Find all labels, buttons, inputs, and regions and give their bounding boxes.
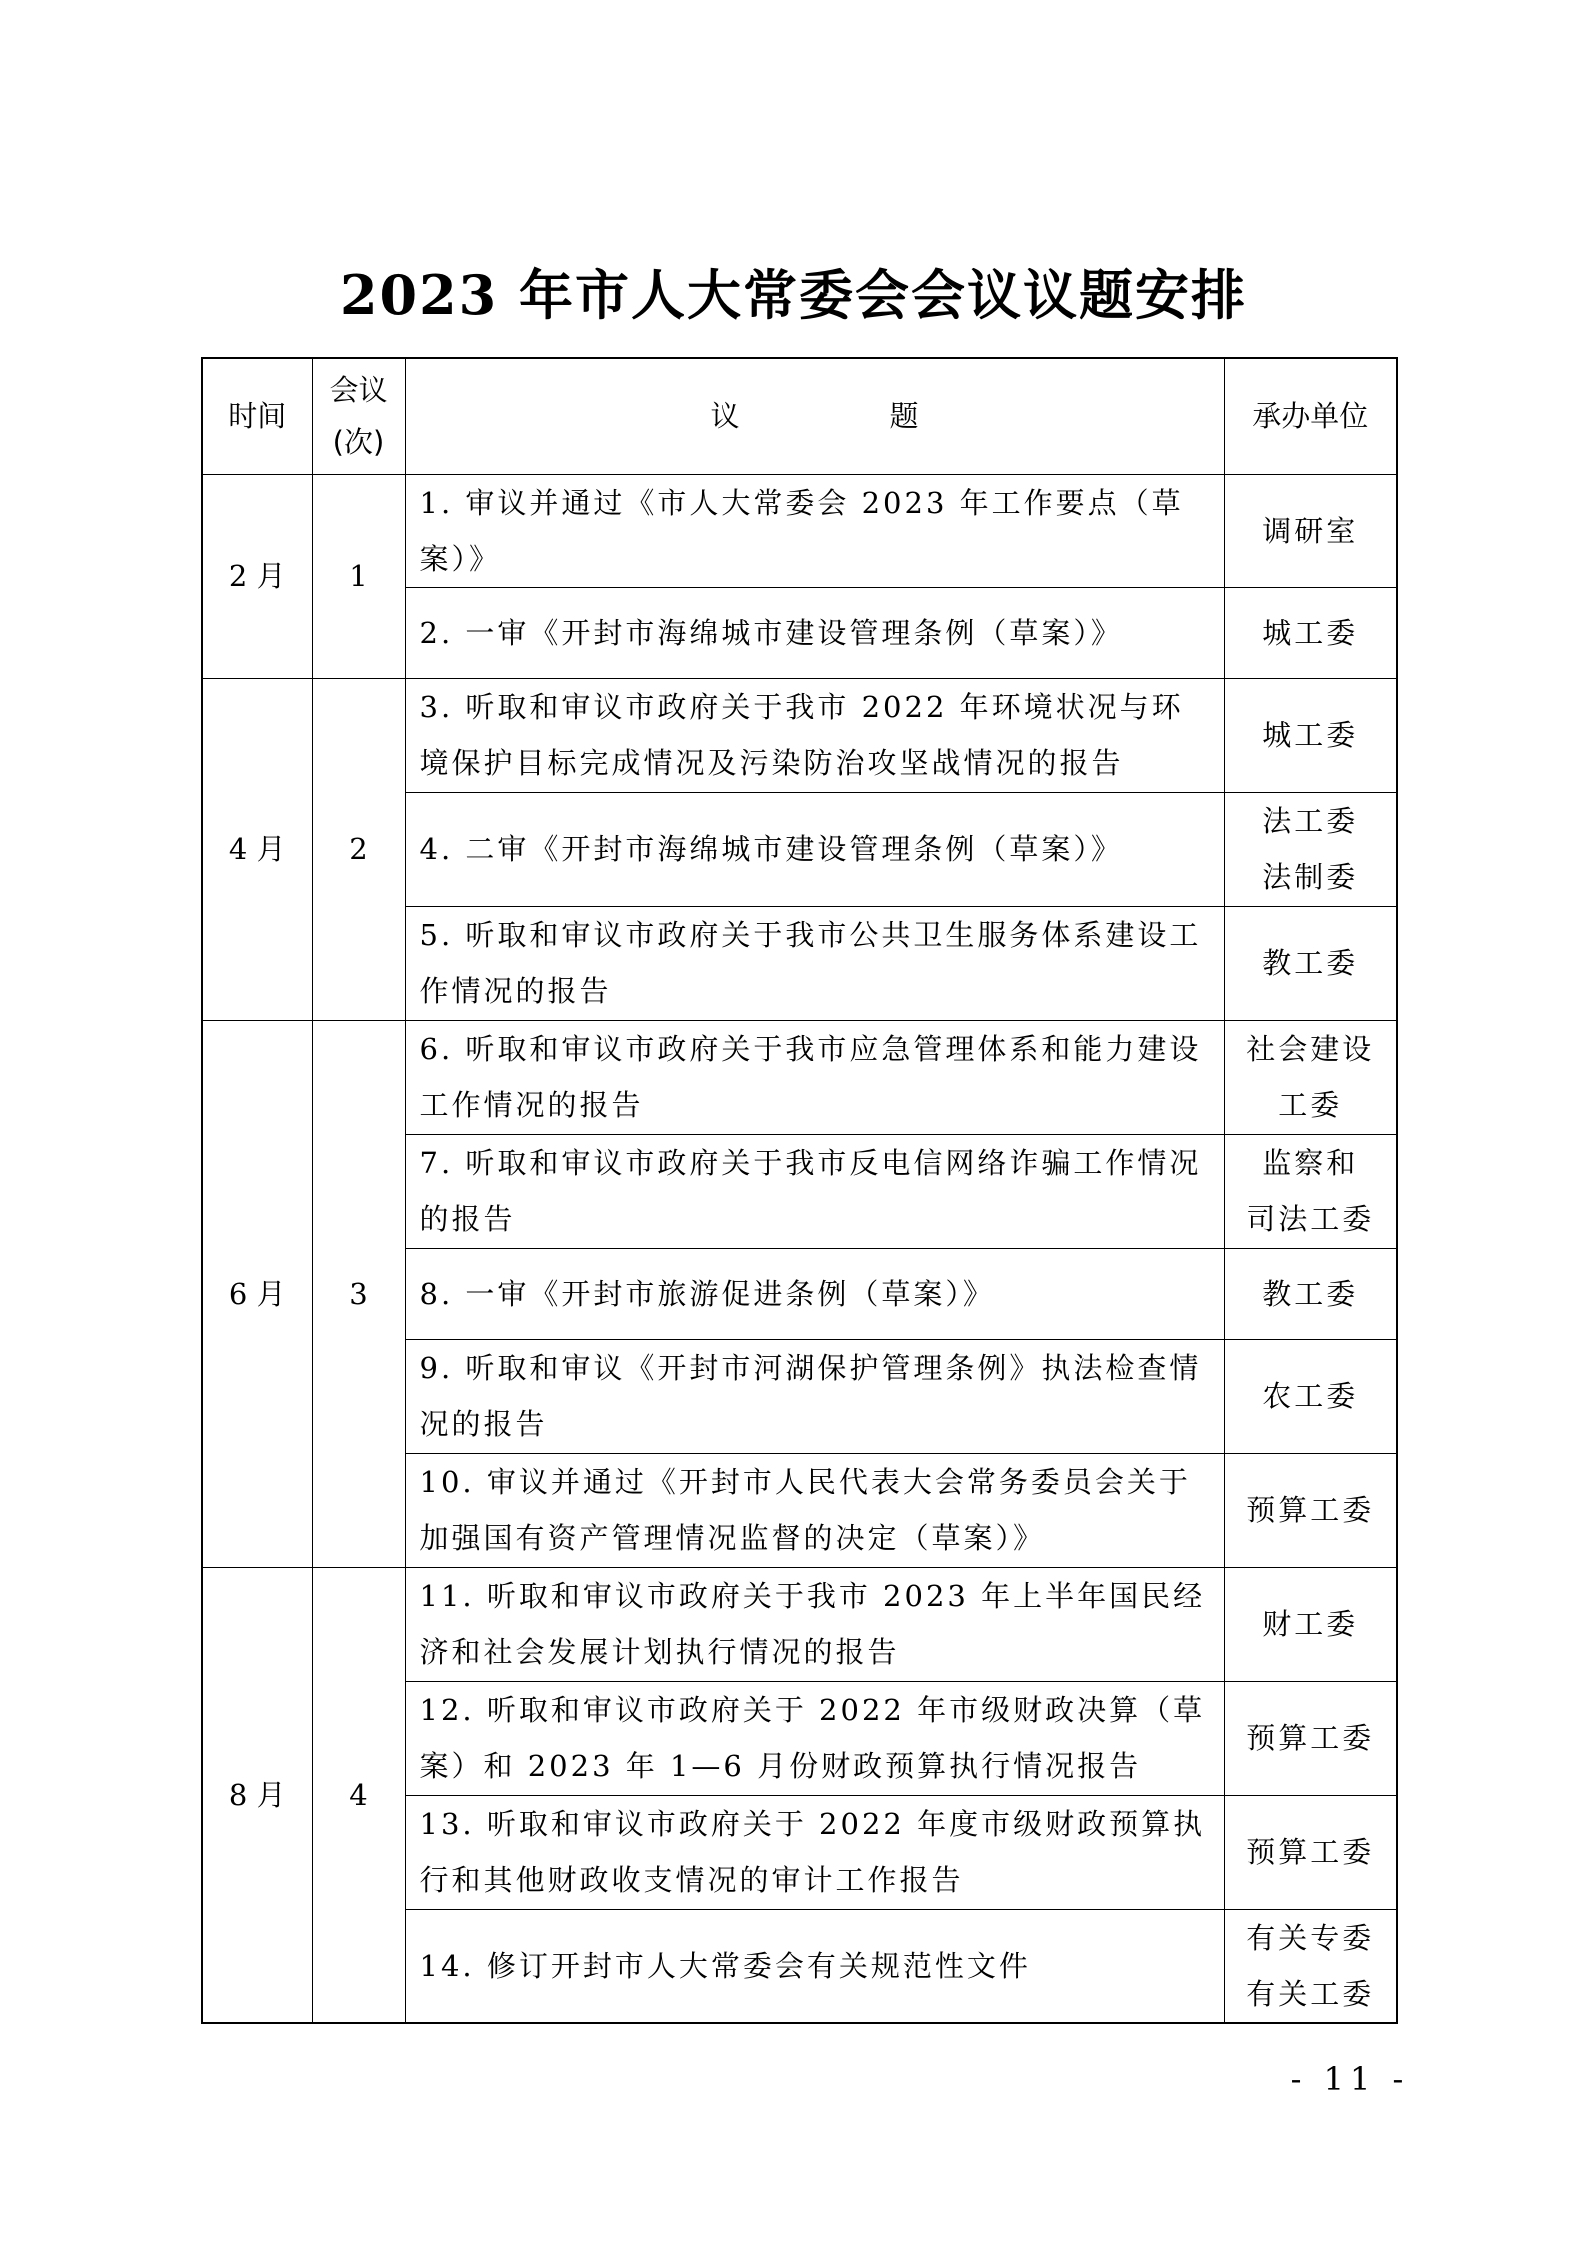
topic-cell: 2. 一审《开封市海绵城市建设管理条例（草案）》 <box>405 587 1224 678</box>
header-time: 时间 <box>202 358 312 474</box>
unit-line: 教工委 <box>1262 946 1359 980</box>
topic-cell: 8. 一审《开封市旅游促进条例（草案）》 <box>405 1248 1224 1339</box>
table-row <box>202 1020 1397 1134</box>
header-meeting <box>312 358 405 474</box>
header-topic <box>405 358 1224 474</box>
unit-line: 法制委 <box>1262 860 1359 894</box>
header-unit: 承办单位 <box>1224 358 1397 474</box>
topic-cell: 9. 听取和审议《开封市河湖保护管理条例》执法检查情况的报告 <box>405 1339 1224 1453</box>
month-cell: 6 月 <box>202 1020 312 1567</box>
unit-cell <box>1224 1134 1397 1248</box>
topic-cell: 7. 听取和审议市政府关于我市反电信网络诈骗工作情况的报告 <box>405 1134 1224 1248</box>
topic-cell: 14. 修订开封市人大常委会有关规范性文件 <box>405 1909 1224 2023</box>
unit-cell <box>1224 1909 1397 2023</box>
unit-line: 预算工委 <box>1246 1493 1375 1527</box>
unit-line: 有关专委 <box>1246 1920 1375 1955</box>
agenda-table <box>201 357 1398 2024</box>
header-topic-part2: 题 <box>889 399 919 434</box>
unit-line: 农工委 <box>1262 1379 1359 1413</box>
unit-cell <box>1224 1681 1397 1795</box>
unit-line: 司法工委 <box>1246 1202 1375 1236</box>
meeting-number-cell: 2 <box>312 678 405 1020</box>
topic-cell: 5. 听取和审议市政府关于我市公共卫生服务体系建设工作情况的报告 <box>405 906 1224 1020</box>
topic-cell: 10. 审议并通过《开封市人民代表大会常务委员会关于加强国有资产管理情况监督的决定（草案）》 <box>405 1453 1224 1567</box>
unit-cell <box>1224 1020 1397 1134</box>
unit-cell <box>1224 792 1397 906</box>
month-cell: 8 月 <box>202 1567 312 2023</box>
unit-cell <box>1224 1339 1397 1453</box>
header-meeting-line1: 会议 <box>329 373 388 408</box>
unit-line: 城工委 <box>1262 718 1359 752</box>
unit-cell <box>1224 1795 1397 1909</box>
unit-line: 有关工委 <box>1246 1976 1375 2011</box>
topic-cell: 11. 听取和审议市政府关于我市 2023 年上半年国民经济和社会发展计划执行情况的报告 <box>405 1567 1224 1681</box>
unit-line: 预算工委 <box>1246 1721 1375 1755</box>
page-number: - 11 - <box>1290 2060 1410 2098</box>
topic-cell: 12. 听取和审议市政府关于 2022 年市级财政决算（草案）和 2023 年 1—6 月份财政预算执行情况报告 <box>405 1681 1224 1795</box>
unit-line: 社会建设 <box>1246 1032 1375 1066</box>
unit-line: 工委 <box>1278 1088 1343 1122</box>
unit-line: 调研室 <box>1262 513 1359 548</box>
month-cell: 2 月 <box>202 474 312 678</box>
unit-cell <box>1224 474 1397 587</box>
header-topic-part1: 议 <box>710 399 740 434</box>
table-row <box>202 474 1397 587</box>
meeting-number-cell: 1 <box>312 474 405 678</box>
unit-line: 预算工委 <box>1246 1835 1375 1869</box>
unit-line: 监察和 <box>1262 1146 1359 1180</box>
table-row <box>202 678 1397 792</box>
meeting-number-cell: 3 <box>312 1020 405 1567</box>
unit-line: 法工委 <box>1262 804 1359 838</box>
topic-cell: 6. 听取和审议市政府关于我市应急管理体系和能力建设工作情况的报告 <box>405 1020 1224 1134</box>
unit-cell <box>1224 678 1397 792</box>
unit-cell <box>1224 1453 1397 1567</box>
topic-cell: 1. 审议并通过《市人大常委会 2023 年工作要点（草案）》 <box>405 474 1224 587</box>
unit-line: 财工委 <box>1262 1607 1359 1641</box>
unit-line: 教工委 <box>1262 1276 1359 1311</box>
unit-line: 城工委 <box>1262 615 1359 650</box>
unit-cell <box>1224 1567 1397 1681</box>
topic-cell: 4. 二审《开封市海绵城市建设管理条例（草案）》 <box>405 792 1224 906</box>
unit-cell <box>1224 1248 1397 1339</box>
meeting-number-cell: 4 <box>312 1567 405 2023</box>
unit-cell <box>1224 587 1397 678</box>
header-meeting-line2: (次) <box>332 425 385 460</box>
header-row <box>202 358 1397 474</box>
page-title: 2023 年市人大常委会会议议题安排 <box>339 263 1248 327</box>
table-row <box>202 1567 1397 1681</box>
month-cell: 4 月 <box>202 678 312 1020</box>
topic-cell: 3. 听取和审议市政府关于我市 2022 年环境状况与环境保护目标完成情况及污染防治攻坚战情况的报告 <box>405 678 1224 792</box>
topic-cell: 13. 听取和审议市政府关于 2022 年度市级财政预算执行和其他财政收支情况的审计工作报告 <box>405 1795 1224 1909</box>
unit-cell <box>1224 906 1397 1020</box>
